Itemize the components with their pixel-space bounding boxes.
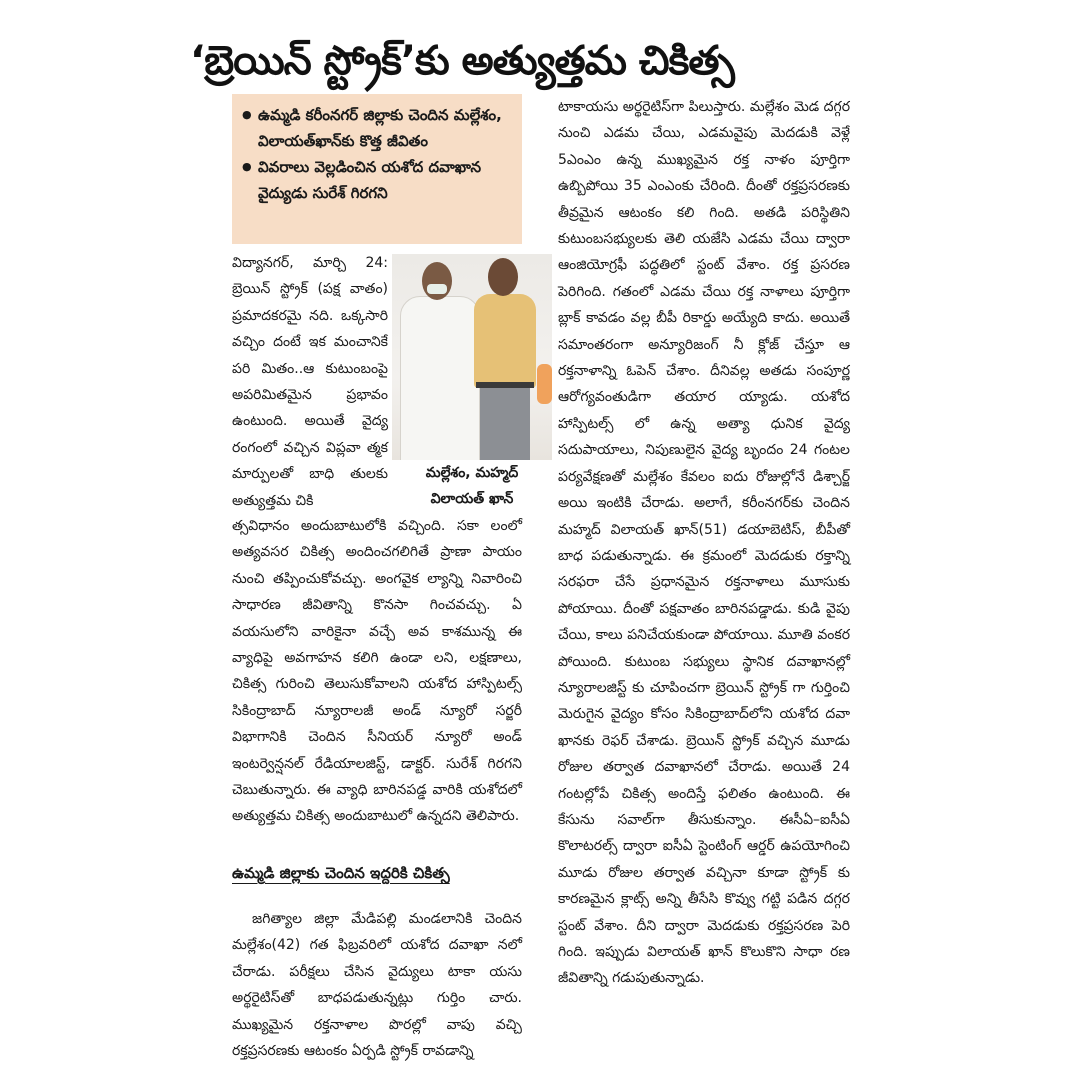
patient-trousers bbox=[480, 388, 530, 460]
highlights-box bbox=[232, 94, 522, 244]
doctor-figure bbox=[400, 296, 480, 460]
section-subheading: ఉమ్మడి జిల్లాకు చెందిన ఇద్దరికి చికిత్స bbox=[232, 864, 450, 882]
doctor-head bbox=[422, 262, 452, 300]
patient-figure bbox=[474, 294, 536, 388]
body-paragraph: జగిత్యాల జిల్లా మేడిపల్లి మండలానికి చెందిన మల్లేశం(42) గత ఫిబ్రవరిలో యశోద దవాఖా నలో చేరాడు. పరీక్షలు చేసిన వైద్యులు టాకా యసు అర్థరైటిస్‌తో బాధపడుతున్నట్లు గుర్తిం చారు. ముఖ్యమైన రక్తనాళాల పొరల్లో వాపు వచ్చి రక్తప్రసరణకు ఆటంకం ఏర్పడి స్ట్రోక్ రావడాన్ని bbox=[232, 911, 522, 1060]
article-headline: ‘బ్రెయిన్ స్ట్రోక్’కు అత్యుత్తమ చికిత్స bbox=[190, 38, 734, 84]
background-banner bbox=[537, 364, 552, 404]
article-column-1 bbox=[232, 250, 388, 514]
article-column-3 bbox=[558, 94, 850, 992]
caption-line: విలాయత్ ఖాన్ bbox=[430, 491, 514, 507]
body-paragraph: త్సవిధానం అందుబాటులోకి వచ్చింది. సకా లంలో అత్యవసర చికిత్స అందించగలిగితే ప్రాణా పాయం నుంచి తప్పించుకోవచ్చు. అంగవైక ల్యాన్ని నివారించి సాధారణ జీవితాన్ని కొనసా గించవచ్చు. ఏ వయసులోని వారికైనా వచ్చే అవ కాశమున్న ఈ వ్యాధిపై అవగాహన కలిగి ఉండా లని, లక్షణాలు, చికిత్స గురించి తెలుసుకోవాలని యశోద హాస్పిటల్స్ సికింద్రాబాద్ న్యూరాలజీ అండ్ న్యూరో సర్జరీ విభాగానికి చెందిన సీనియర్ న్యూరో అండ్ ఇంటర్వెన్షనల్ రేడియాలజిస్ట్, డాక్టర్. సురేశ్ గిరగని చెబుతున్నారు. ఈ వ్యాధి బారినపడ్డ వారికి యశోదలో అత్యుత్తమ చికిత్స అందుబాటులో ఉన్నదని తెలిపారు. bbox=[232, 518, 522, 825]
patient-head bbox=[488, 258, 518, 296]
article-photo bbox=[392, 254, 552, 460]
caption-line: మల్లేశం, మహ్మద్ bbox=[425, 465, 519, 481]
highlight-item: ● వివరాలు వెల్లడించిన యశోద దవాఖాన వైద్యుడు సురేశ్ గిరగని bbox=[242, 154, 516, 206]
photo-caption bbox=[392, 460, 552, 512]
highlight-item: ● ఉమ్మడి కరీంనగర్ జిల్లాకు చెందిన మల్లేశం, విలాయత్‌ఖాన్‌కు కొత్త జీవితం bbox=[242, 102, 516, 154]
article-column-2-continued bbox=[232, 906, 522, 1064]
face-mask bbox=[427, 284, 447, 294]
article-column-2 bbox=[232, 513, 522, 830]
intro-paragraph: విద్యానగర్, మార్చి 24: బ్రెయిన్ స్ట్రోక్ (పక్ష వాతం) ప్రమాదకరమై నది. ఒక్కసారి వచ్చిం దంటే ఇక మంచానికే పరి మితం..ఆ కుటుంబంపై అపరిమితమైన ప్రభావం ఉంటుంది. అయితే వైద్య రంగంలో వచ్చిన విప్లవా త్మక మార్పులతో బాధి తులకు అత్యుత్తమ చికి bbox=[232, 255, 388, 509]
body-paragraph: టాకాయసు అర్థరైటిస్‌గా పిలుస్తారు. మల్లేశం మెడ దగ్గర నుంచి ఎడమ చేయి, ఎడమవైపు మెదడుకి వెళ్లే 5ఎంఎం ఉన్న ముఖ్యమైన రక్త నాళం పూర్తిగా ఉబ్బిపోయి 35 ఎంఎంకు చేరింది. దీంతో రక్తప్రసరణకు తీవ్రమైన ఆటంకం కలి గింది. అతడి పరిస్థితిని కుటుంబసభ్యులకు తెలి యజేసి ఎడమ చేయి ద్వారా ఆంజియోగ్రఫీ పద్ధతిలో స్టంట్ వేశాం. రక్త ప్రసరణ పెరిగింది. గతంలో ఎడమ చేయి రక్త నాళాలు పూర్తిగా బ్లాక్ కావడం వల్ల బీపీ రికార్డు అయ్యేది కాదు. అయితే సమాంతరంగా అన్యూరిజంగ్ నీ క్లోజ్ చేస్తూ ఆ రక్తనాళాన్ని ఓపెన్ చేశాం. దీనివల్ల అతడు సంపూర్ణ ఆరోగ్యవంతుడిగా తయార య్యాడు. యశోద హాస్పిటల్స్ లో ఉన్న అత్యా ధునిక వైద్య సదుపాయాలు, నిపుణులైన వైద్య బృందం 24 గంటల పర్యవేక్షణతో మల్లేశం కేవలం ఐదు రోజుల్లోనే డిశ్చార్జ్ అయి ఇంటికి చేరాడు. అలాగే, కరీంనగర్‌కు చెందిన మహ్మద్ విలాయత్ ఖాన్(51) డయాబెటిస్, బీపీతో బాధ పడుతున్నాడు. ఈ క్రమంలో మెదడుకు రక్తాన్ని సరఫరా చేసే ప్రధానమైన రక్తనాళాలు మూసుకు పోయాయి. దీంతో పక్షవాతం బారినపడ్డాడు. కుడి వైపు చేయి, కాలు పనిచేయకుండా పోయాయి. మూతి వంకర పోయింది. కుటుంబ సభ్యులు స్థానిక దవాఖానల్లో న్యూరాలజిస్ట్ కు చూపించగా బ్రెయిన్ స్ట్రోక్ గా గుర్తించి మెరుగైన వైద్యం కోసం సికింద్రాబాద్‌లోని యశోద దవా ఖానకు రెఫర్ చేశాడు. బ్రెయిన్ స్ట్రోక్ వచ్చిన మూడు రోజుల తర్వాత దవాఖానలో చేరాడు. అయితే 24 గంటల్లోపే చికిత్స అందిస్తే ఫలితం ఉంటుంది. ఈ కేసును సవాల్‌గా తీసుకున్నాం. ఈసీఏ–ఐసీఏ కొలాటరల్స్ ద్వారా ఐసీఏ స్టెంటింగ్ ఆర్డర్ ఉపయోగించి మూడు రోజుల తర్వాత వచ్చినా కూడా స్ట్రోక్ కు కారణమైన క్లాట్స్ అన్ని తీసేసి కొవ్వు గట్టి పడిన దగ్గర స్టంట్ వేశాం. దీని ద్వారా మెదడుకు రక్తప్రసరణ పెరి గింది. ఇప్పుడు విలాయత్ ఖాన్ కొలుకొని సాధా రణ జీవితాన్ని గడుపుతున్నాడు. bbox=[558, 99, 850, 987]
